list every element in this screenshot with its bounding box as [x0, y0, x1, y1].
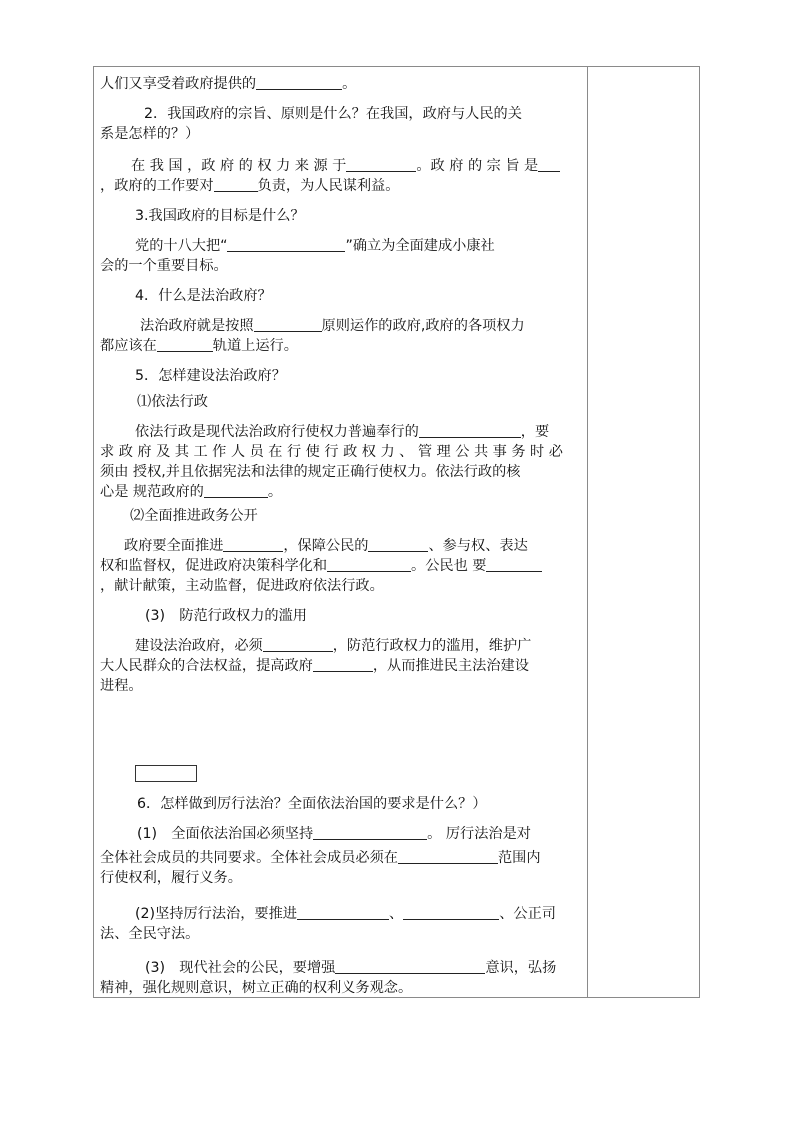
text-line: [135, 422, 549, 442]
text-line: [137, 392, 208, 412]
text-segment: 原则运作的政府,政府的各项权力: [321, 318, 525, 334]
fill-in-blank[interactable]: [313, 657, 373, 672]
text-line: [100, 978, 412, 998]
text-line: [100, 924, 199, 944]
text-line: [100, 176, 399, 196]
text-segment: 。: [267, 484, 283, 500]
text-line: [131, 156, 560, 176]
text-segment: 系是怎样的？）: [100, 126, 200, 142]
text-segment: 党的十八大把“: [135, 238, 228, 254]
text-line: [100, 868, 242, 888]
text-segment: 3.我国政府的目标是什么？: [135, 208, 305, 224]
fill-in-blank[interactable]: [297, 905, 389, 920]
text-line: [100, 556, 542, 576]
fill-in-blank[interactable]: [368, 537, 428, 552]
text-segment: 会的一个重要目标。: [100, 258, 228, 274]
text-line: [100, 848, 541, 868]
fill-in-blank[interactable]: [398, 849, 498, 864]
text-line: [100, 74, 356, 94]
empty-box: [135, 765, 197, 782]
fill-in-blank[interactable]: [335, 959, 485, 974]
text-segment: 轨道上运行。: [212, 338, 298, 354]
text-line: [144, 104, 522, 124]
table-column-divider: [587, 66, 588, 998]
text-line: [100, 124, 199, 144]
text-line: [100, 576, 384, 596]
text-segment: (1) 全面依法治国必须坚持: [137, 826, 314, 842]
text-segment: 、: [388, 906, 404, 922]
text-segment: 在 我 国 ，政 府 的 权 力 来 源 于: [131, 158, 347, 174]
text-segment: ，防范行政权力的滥用，维护广: [332, 638, 532, 654]
text-segment: 、参与权、表达: [428, 538, 528, 554]
text-line: [100, 442, 563, 462]
text-segment: 范围内: [497, 850, 541, 866]
text-segment: ，献计献策，主动监督，促进政府依法行政。: [100, 578, 384, 594]
text-line: [135, 286, 272, 306]
fill-in-blank[interactable]: [157, 337, 213, 352]
text-segment: 意识，弘扬: [485, 960, 557, 976]
text-line: [100, 482, 282, 502]
text-segment: (3) 现代社会的公民，要增强: [145, 960, 336, 976]
text-segment: 建设法治政府，必须: [135, 638, 263, 654]
text-segment: ，要: [520, 424, 550, 440]
text-segment: ，从而推进民主法治建设: [372, 658, 529, 674]
text-segment: 。公民也 要: [411, 558, 487, 574]
text-line: [137, 794, 487, 814]
text-segment: 须由 授权,并且依据宪法和法律的规定正确行使权力。依法行政的核: [100, 464, 521, 480]
text-segment: 4．什么是法治政府？: [135, 288, 272, 304]
text-segment: 。政 府 的 宗 旨 是: [416, 158, 539, 174]
text-line: [124, 536, 528, 556]
text-segment: 6．怎样做到厉行法治？全面依法治国的要求是什么？）: [137, 796, 487, 812]
text-segment: 5．怎样建设法治政府？: [135, 368, 286, 384]
text-segment: 大人民群众的合法权益，提高政府: [100, 658, 313, 674]
text-segment: 2．我国政府的宗旨、原则是什么？在我国，政府与人民的关: [144, 106, 522, 122]
text-segment: 进程。: [100, 678, 143, 694]
fill-in-blank[interactable]: [256, 75, 342, 90]
fill-in-blank[interactable]: [254, 317, 322, 332]
text-segment: ，政府的工作要对: [100, 178, 214, 194]
text-segment: ⑴依法行政: [137, 394, 208, 410]
text-line: [135, 206, 305, 226]
text-line: [100, 336, 298, 356]
text-line: [145, 606, 307, 626]
fill-in-blank[interactable]: [204, 483, 268, 498]
text-line: [100, 676, 143, 696]
text-line: [130, 506, 258, 526]
text-segment: (2)坚持厉行法治，要推进: [135, 906, 297, 922]
text-segment: 政府要全面推进: [124, 538, 224, 554]
fill-in-blank[interactable]: [403, 905, 499, 920]
text-line: [100, 656, 529, 676]
text-line: [135, 904, 556, 924]
text-segment: 全体社会成员的共同要求。全体社会成员必须在: [100, 850, 398, 866]
fill-in-blank[interactable]: [419, 423, 521, 438]
text-segment: 依法行政是现代法治政府行使权力普遍奉行的: [135, 424, 419, 440]
text-line: [140, 316, 525, 336]
text-segment: 行使权利，履行义务。: [100, 870, 242, 886]
text-segment: 。: [342, 76, 357, 92]
text-segment: 法、全民守法。: [100, 926, 200, 942]
text-segment: ，保障公民的: [283, 538, 369, 554]
fill-in-blank[interactable]: [227, 237, 345, 252]
text-segment: 心是 规范政府的: [100, 484, 204, 500]
text-line: [100, 462, 520, 482]
fill-in-blank[interactable]: [486, 557, 542, 572]
text-segment: 。 厉行法治是对: [427, 826, 531, 842]
text-segment: 权和监督权，促进政府决策科学化和: [100, 558, 328, 574]
fill-in-blank[interactable]: [214, 177, 258, 192]
text-segment: 求 政 府 及 其 工 作 人 员 在 行 使 行 政 权 力 、 管 理 公 共 事 务 时 必: [100, 444, 563, 460]
text-segment: 都应该在: [100, 338, 157, 354]
text-line: [135, 636, 531, 656]
text-segment: ”确立为全面建成小康社: [345, 238, 495, 254]
fill-in-blank[interactable]: [313, 825, 427, 840]
text-segment: ⑵全面推进政务公开: [130, 508, 258, 524]
text-segment: (3) 防范行政权力的滥用: [145, 608, 307, 624]
fill-in-blank[interactable]: [538, 157, 560, 172]
fill-in-blank[interactable]: [223, 537, 283, 552]
fill-in-blank[interactable]: [346, 157, 416, 172]
text-segment: 负责，为人民谋利益。: [257, 178, 400, 194]
fill-in-blank[interactable]: [327, 557, 411, 572]
text-line: [135, 366, 286, 386]
text-line: [100, 256, 228, 276]
text-segment: 人们又享受着政府提供的: [100, 76, 257, 92]
text-line: [137, 824, 531, 844]
text-segment: 精神，强化规则意识，树立正确的权利义务观念。: [100, 980, 413, 996]
fill-in-blank[interactable]: [263, 637, 333, 652]
text-segment: 法治政府就是按照: [140, 318, 254, 334]
text-segment: 、公正司: [499, 906, 556, 922]
text-line: [145, 958, 556, 978]
text-line: [135, 236, 495, 256]
